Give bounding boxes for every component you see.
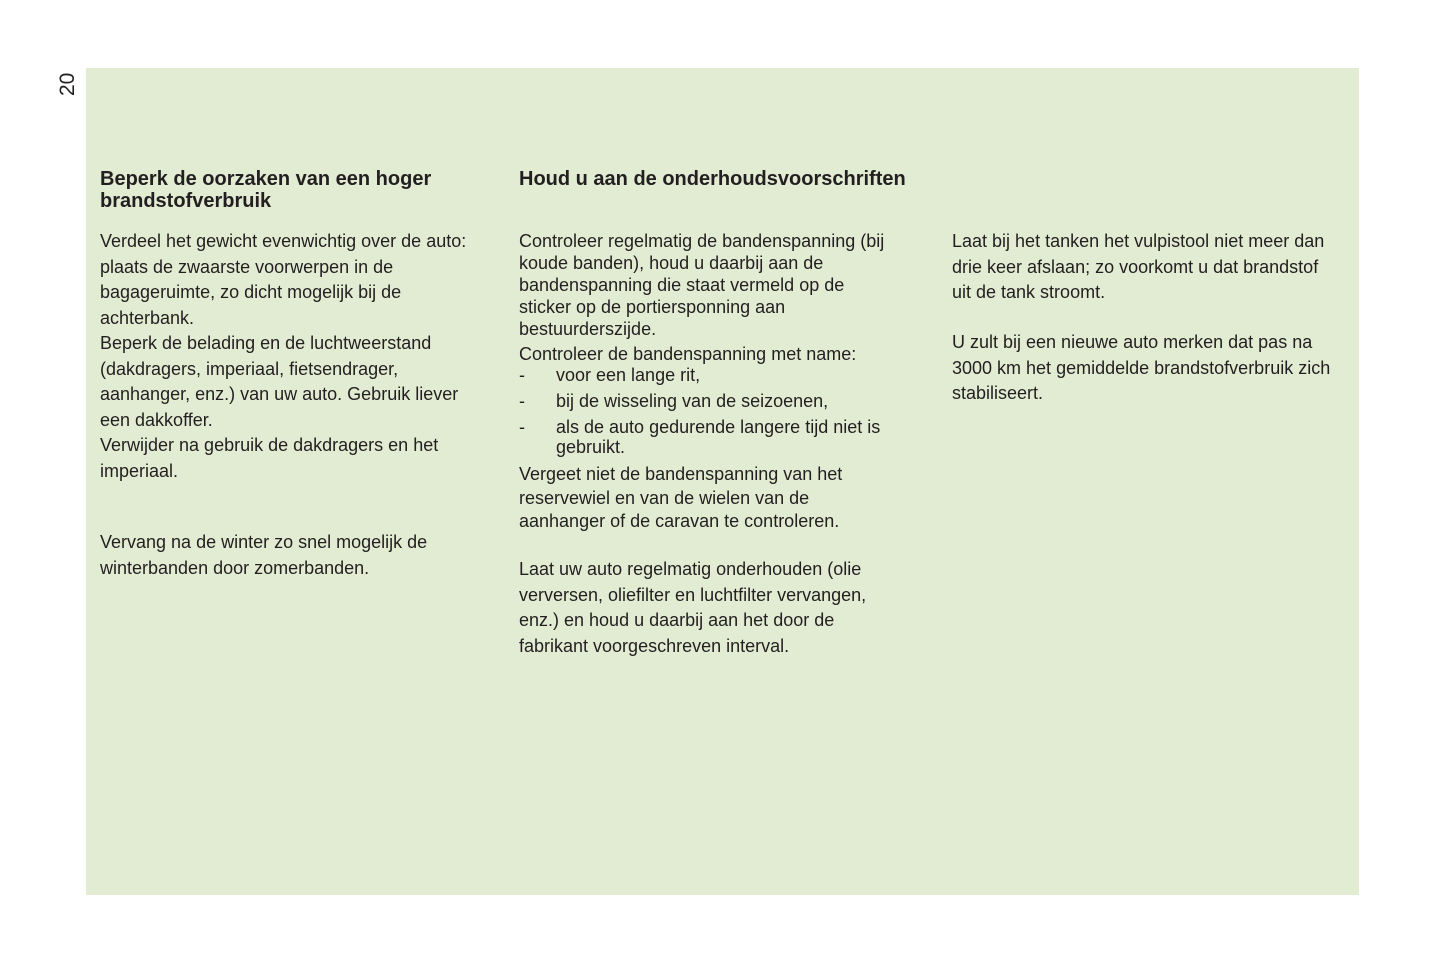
paragraph-tyre-pressure: Controleer regelmatig de bandenspanning (bij koude banden), houd u daarbij aan de bandenspanning die staat vermeld op de sticker op de portiersponning aan bestuurderszijde. [519,231,885,339]
paragraph-refuelling: Laat bij het tanken het vulpistool niet meer dan drie keer afslaan; zo voorkomt u dat brandstof uit de tank stroomt. [952,231,1325,302]
list-item: - bij de wisseling van de seizoenen, [519,391,829,411]
paragraph-new-car-consumption: U zult bij een nieuwe auto merken dat pas na 3000 km het gemiddelde brandstofverbruik zich stabiliseert. [952,332,1331,403]
paragraph-remove-roof-rack: Verwijder na gebruik de dakdragers en het imperiaal. [100,435,439,481]
paragraph-winter-tyres: Vervang na de winter zo snel mogelijk de winterbanden door zomerbanden. [100,532,428,578]
paragraph-regular-service: Laat uw auto regelmatig onderhouden (olie verversen, oliefilter en luchtfilter vervangen, enz.) en houd u daarbij aan het door de fabrikant voorgeschreven interval. [519,559,867,656]
content-panel [86,68,1359,895]
pressure-check-list [519,365,919,463]
paragraph-weight-distribution: Verdeel het gewicht evenwichtig over de auto: plaats de zwaarste voorwerpen in de bagageruimte, zo dicht mogelijk bij de achterbank. [100,231,467,328]
list-item: - als de auto gedurende langere tijd niet is gebruikt. [519,417,881,457]
heading-fuel-consumption: Beperk de oorzaken van een hoger brandstofverbruik [100,168,432,212]
paragraph-check-pressure-intro: Controleer de bandenspanning met name: [519,344,857,364]
page-number: 20 [56,72,79,96]
paragraph-load-reduction: Beperk de belading en de luchtweerstand (dakdragers, imperiaal, fietsendrager, aanhanger, enz.) van uw auto. Gebruik liever een dakkoffer. [100,333,459,430]
paragraph-spare-wheel: Vergeet niet de bandenspanning van het reservewiel en van de wielen van de aanhanger of de caravan te controleren. [519,464,843,531]
heading-maintenance: Houd u aan de onderhoudsvoorschriften [519,168,906,190]
list-item: - voor een lange rit, [519,365,701,385]
